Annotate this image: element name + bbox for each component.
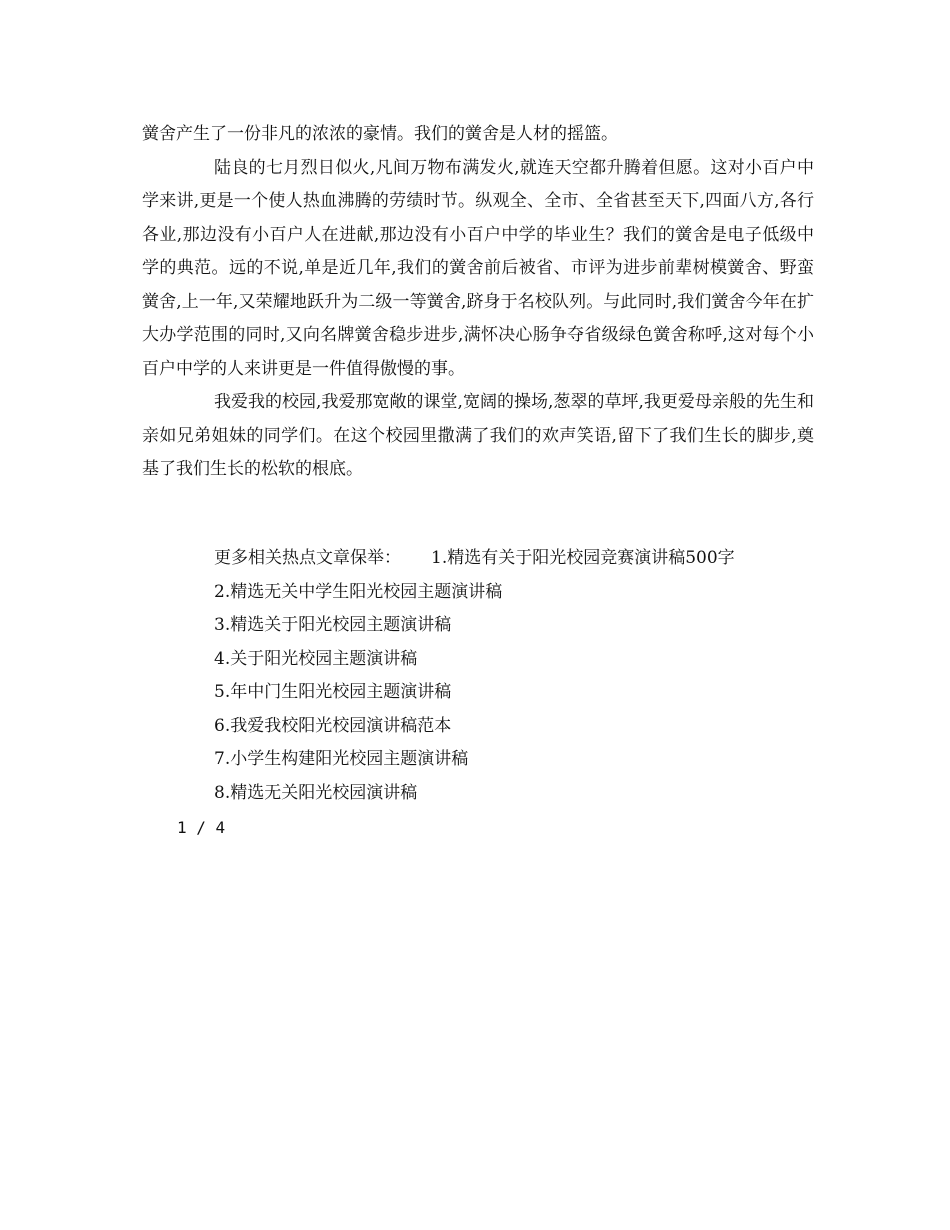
related-link-5[interactable]: 5.年中门生阳光校园主题演讲稿	[214, 682, 452, 702]
paragraph-school-achievements: 陆良的七月烈日似火,凡间万物布满发火,就连天空都升腾着但愿。这对小百户中学来讲,更是一个使人热血沸腾的劳绩时节。纵观全、全市、全省甚至天下,四面八方,各行各业,那边没有小百户人在进献,那边没有小百户中学的毕业生？我们的黉舍是电子低级中学的典范。远的不说,单是近几年,我们的黉舍前后被省、市评为进步前辈树模黉舍、野蛮黉舍,上一年,又荣耀地跃升为二级一等黉舍,跻身于名校队列。与此同时,我们黉舍今年在扩大办学范围的同时,又向名牌黉舍稳步进步,满怀决心肠争夺省级绿色黉舍称呼,这对每个小百户中学的人来讲更是一件值得傲慢的事。	[142, 157, 814, 379]
related-link-3[interactable]: 3.精选关于阳光校园主题演讲稿	[214, 615, 452, 635]
paragraph-continuation: 黉舍产生了一份非凡的浓浓的豪情。我们的黉舍是人材的摇篮。	[142, 124, 618, 144]
related-articles-header	[214, 542, 814, 576]
document-body	[142, 118, 814, 487]
related-link-2[interactable]: 2.精选无关中学生阳光校园主题演讲稿	[214, 581, 503, 602]
page-number: 1 / 4	[177, 818, 226, 837]
paragraph-love-campus: 我爱我的校园,我爱那宽敞的课堂,宽阔的操场,葱翠的草坪,我更爱母亲般的先生和亲如兄弟姐妹的同学们。在这个校园里撒满了我们的欢声笑语,留下了我们生长的脚步,奠基了我们生长的松软的根底。	[142, 392, 814, 479]
related-link-1[interactable]: 1.精选有关于阳光校园竞赛演讲稿500字	[431, 548, 735, 568]
related-link-4[interactable]: 4.关于阳光校园主题演讲稿	[214, 648, 418, 669]
related-link-8[interactable]: 8.精选无关阳光校园演讲稿	[214, 782, 418, 803]
related-heading: 更多相关热点文章保举：	[214, 548, 401, 568]
related-link-6[interactable]: 6.我爱我校阳光校园演讲稿范本	[214, 715, 452, 736]
related-articles	[214, 542, 814, 810]
related-link-7[interactable]: 7.小学生构建阳光校园主题演讲稿	[214, 749, 469, 769]
